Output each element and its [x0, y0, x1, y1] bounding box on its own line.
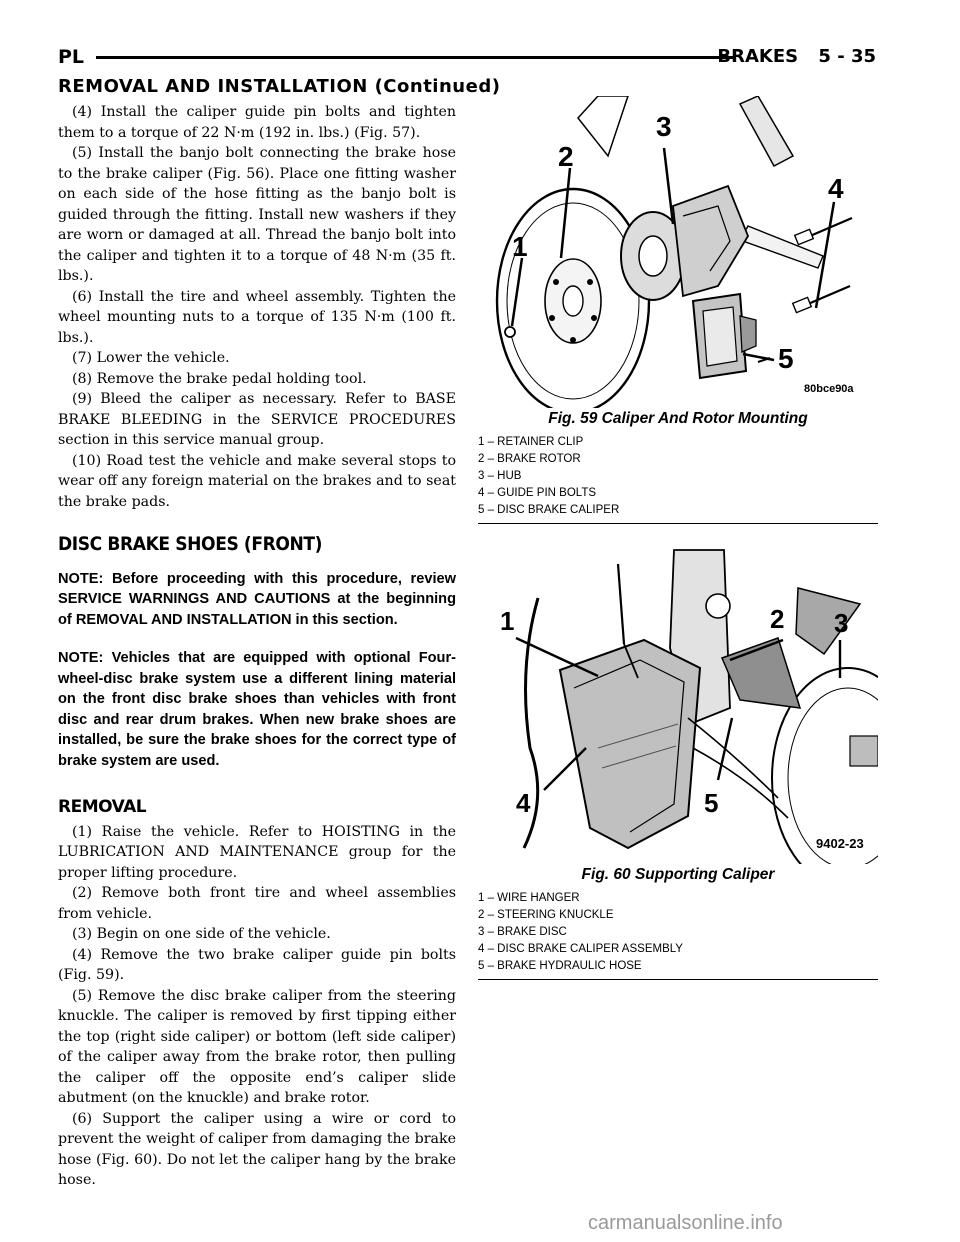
header-page-number: 5 - 35 [818, 46, 876, 67]
callout-4: 4 [828, 173, 844, 204]
legend-item: 4 – DISC BRAKE CALIPER ASSEMBLY [478, 943, 683, 955]
note-lining: NOTE: Vehicles that are equipped with optional Four-wheel-disc brake system use a different lining material on the front disc brake shoes than vehicles with front disc and rear drum brakes. When new brake shoes are installed, be sure the brake shoes for the correct type of brake system are used. [58, 650, 456, 769]
header-rule [96, 56, 736, 59]
removal-step: (5) Remove the disc brake caliper from the steering knuckle. The caliper is removed by first tipping either the top (right side caliper) or bottom (left side caliper) of the caliper away from the brake rotor, then pulling the caliper off the opposite end’s caliper slide abutment (on the knuckle) and brake rotor. [58, 987, 456, 1106]
removal-step: (2) Remove both front tire and wheel assemblies from vehicle. [58, 885, 456, 922]
figure-60-illustration [478, 548, 878, 864]
figure-divider [478, 979, 878, 980]
callout-4: 4 [516, 788, 531, 818]
step-paragraph: (6) Install the tire and wheel assembly. Tighten the wheel mounting nuts to a torque of 135 N·m (100 ft. lbs.). [58, 288, 456, 346]
legend-item: 2 – STEERING KNUCKLE [478, 909, 614, 921]
legend-item: 2 – BRAKE ROTOR [478, 453, 581, 465]
callout-5: 5 [778, 343, 794, 374]
callout-2: 2 [558, 141, 574, 172]
note-warnings: NOTE: Before proceeding with this procedure, review SERVICE WARNINGS AND CAUTIONS at the beginning of REMOVAL AND INSTALLATION in this section. [58, 570, 456, 628]
removal-step: (1) Raise the vehicle. Refer to HOISTING in the LUBRICATION AND MAINTENANCE group for the proper lifting procedure. [58, 823, 456, 881]
legend-item: 5 – DISC BRAKE CALIPER [478, 504, 620, 516]
legend-item: 4 – GUIDE PIN BOLTS [478, 487, 597, 499]
right-column [478, 96, 878, 980]
step-paragraph: (9) Bleed the caliper as necessary. Refer to BASE BRAKE BLEEDING in the SERVICE PROCEDURES section in this service manual group. [58, 391, 456, 448]
callout-3: 3 [834, 608, 849, 638]
step-paragraph: (5) Install the banjo bolt connecting the brake hose to the brake caliper (Fig. 56). Place one fitting washer on each side of the hose fitting as the banjo bolt is guided through the fitting. Install new washers if they are worn or damaged at all. Thread the banjo bolt into the caliper and tighten it to a torque of 48 N·m (35 ft. lbs.). [58, 145, 456, 284]
removal-step: (3) Begin on one side of the vehicle. [72, 926, 331, 942]
figure-code: 80bce90a [804, 383, 854, 395]
removal-heading: REMOVAL [58, 797, 147, 817]
callout-1: 1 [512, 231, 528, 262]
figure-60 [478, 548, 878, 980]
step-paragraph: (7) Lower the vehicle. [72, 350, 230, 366]
legend-item: 3 – BRAKE DISC [478, 926, 567, 938]
step-paragraph: (10) Road test the vehicle and make several stops to wear off any foreign material on the brakes and to seat the brake pads. [58, 452, 456, 510]
figure-code: 9402-23 [816, 836, 864, 851]
legend-item: 5 – BRAKE HYDRAULIC HOSE [478, 960, 642, 972]
figure-59-title: Fig. 59 Caliper And Rotor Mounting [548, 410, 808, 427]
header-code: PL [58, 46, 85, 68]
figure-divider [478, 523, 878, 524]
callout-1: 1 [500, 606, 515, 636]
page-header [58, 44, 876, 72]
legend-item: 3 – HUB [478, 470, 522, 482]
callout-5: 5 [704, 788, 719, 818]
callout-3: 3 [656, 111, 672, 142]
continued-title: REMOVAL AND INSTALLATION (Continued) [58, 76, 501, 97]
step-paragraph: (4) Install the caliper guide pin bolts and tighten them to a torque of 22 N·m (192 in. lbs.) (Fig. 57). [58, 104, 456, 141]
legend-item: 1 – WIRE HANGER [478, 892, 580, 904]
figure-59-legend [478, 434, 878, 519]
left-column [58, 102, 456, 1191]
header-section: BRAKES [717, 46, 799, 67]
watermark[interactable]: carmanualsonline.info [588, 1212, 783, 1234]
section-heading: DISC BRAKE SHOES (FRONT) [58, 533, 323, 555]
figure-60-legend [478, 890, 878, 975]
removal-step: (6) Support the caliper using a wire or cord to prevent the weight of caliper from damaging the brake hose (Fig. 60). Do not let the caliper hang by the brake hose. [58, 1110, 456, 1188]
header-right [717, 46, 876, 67]
removal-step: (4) Remove the two brake caliper guide pin bolts (Fig. 59). [58, 946, 456, 983]
step-paragraph: (8) Remove the brake pedal holding tool. [72, 370, 367, 387]
legend-item: 1 – RETAINER CLIP [478, 436, 584, 448]
figure-59 [478, 96, 878, 524]
callout-2: 2 [770, 604, 785, 634]
figure-59-illustration [478, 96, 878, 408]
figure-60-title: Fig. 60 Supporting Caliper [581, 866, 775, 883]
